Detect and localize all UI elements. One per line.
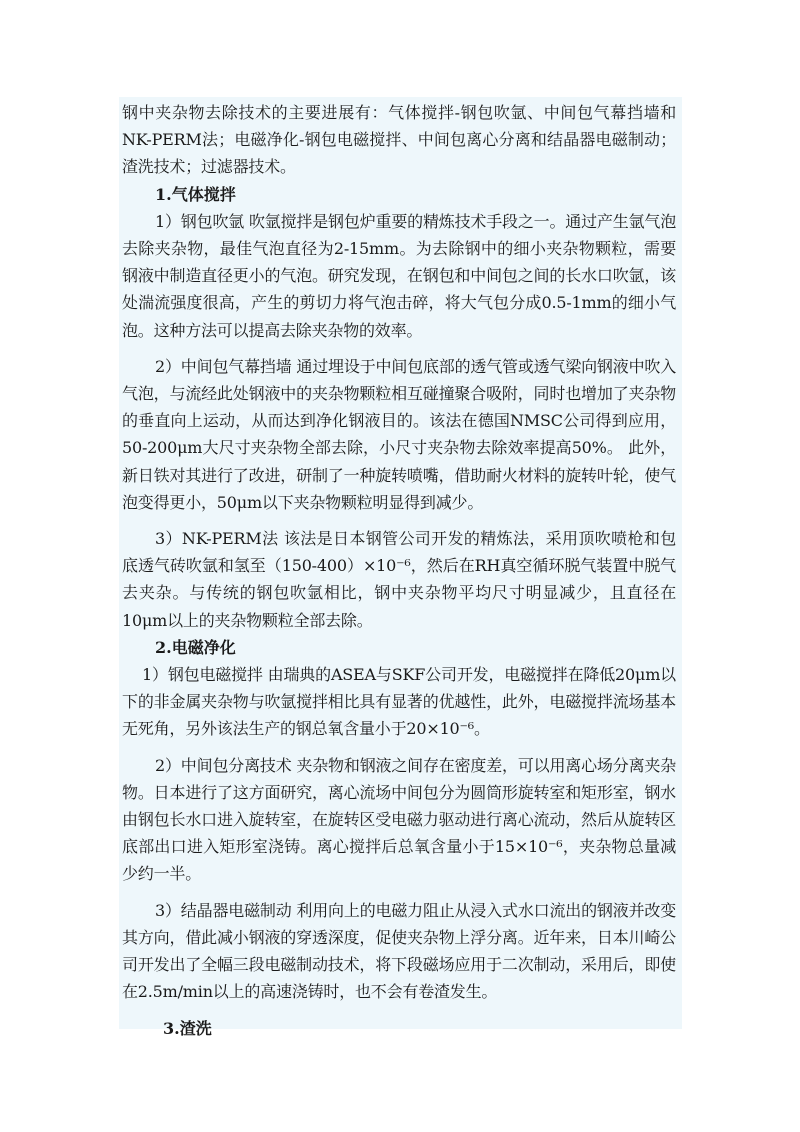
section-heading-slag-washing: 3.渣洗 (163, 1018, 212, 1038)
paragraph-tundish-gas-curtain: 2）中间包气幕挡墙 通过埋设于中间包底部的透气管或透气梁向钢液中吹入气泡，与流经此处钢液中的夹杂物颗粒相互碰撞聚合吸附，同时也增加了夹杂物的垂直向上运动，从而达到净化钢液目的。该法在德国NMSC公司得到应用，50-200μm大尺寸夹杂物全部去除，小尺寸夹杂物去除效率提高50%。 此外，新日铁对其进行了改进，研制了一种旋转喷嘴，借助耐火材料的旋转叶轮，使气泡变得更小，50μm以下夹杂物颗粒明显得到减少。 (122, 356, 676, 512)
section-heading-gas-stirring: 1.气体搅拌 (155, 184, 236, 204)
paragraph-tundish-separation: 2）中间包分离技术 夹杂物和钢液之间存在密度差，可以用离心场分离夹杂物。日本进行了这方面研究，离心流场中间包分为圆筒形旋转室和矩形室，钢水由钢包长水口进入旋转室，在旋转区受电磁力驱动进行离心流动，然后从旋转区底部出口进入矩形室浇铸。离心搅拌后总氧含量小于15×10⁻⁶，夹杂物总量减少约一半。 (122, 755, 676, 884)
document-page (119, 97, 682, 1038)
paragraph-ladle-em-stirring: 1）钢包电磁搅拌 由瑞典的ASEA与SKF公司开发，电磁搅拌在降低20μm以下的非金属夹杂物与吹氩搅拌相比具有显著的优越性，此外，电磁搅拌流场基本无死角，另外该法生产的钢总氧含量小于20×10⁻⁶。 (122, 665, 676, 739)
paragraph-nk-perm: 3）NK-PERM法 该法是日本钢管公司开发的精炼法，采用顶吹喷枪和包底透气砖吹氩和氢至（150-400）×10⁻⁶，然后在RH真空循环脱气装置中脱气去夹杂。与传统的钢包吹氩相比，钢中夹杂物平均尺寸明显减少，且直径在10μm以上的夹杂物颗粒全部去除。 (122, 529, 676, 630)
paragraph-mold-em-brake: 3）结晶器电磁制动 利用向上的电磁力阻止从浸入式水口流出的钢液并改变其方向，借此减小钢液的穿透深度，促使夹杂物上浮分离。近年来，日本川崎公司开发出了全幅三段电磁制动技术，将下段磁场应用于二次制动，采用后，即使在2.5m/min以上的高速浇铸时，也不会有卷渣发生。 (122, 900, 676, 1002)
paragraph-ladle-argon: 1）钢包吹氩 吹氩搅拌是钢包炉重要的精炼技术手段之一。通过产生氩气泡去除夹杂物，最佳气泡直径为2-15mm。为去除钢中的细小夹杂物颗粒，需要钢液中制造直径更小的气泡。研究发现，在钢包和中间包之间的长水口吹氩，该处湍流强度很高，产生的剪切力将气泡击碎，将大气包分成0.5-1mm的细小气泡。这种方法可以提高去除夹杂物的效率。 (122, 211, 676, 340)
section-heading-electromagnetic: 2.电磁净化 (155, 637, 236, 657)
intro-paragraph: 钢中夹杂物去除技术的主要进展有：气体搅拌-钢包吹氩、中间包气幕挡墙和NK-PERM法；电磁净化-钢包电磁搅拌、中间包离心分离和结晶器电磁制动；渣洗技术；过滤器技术。 (122, 103, 676, 177)
